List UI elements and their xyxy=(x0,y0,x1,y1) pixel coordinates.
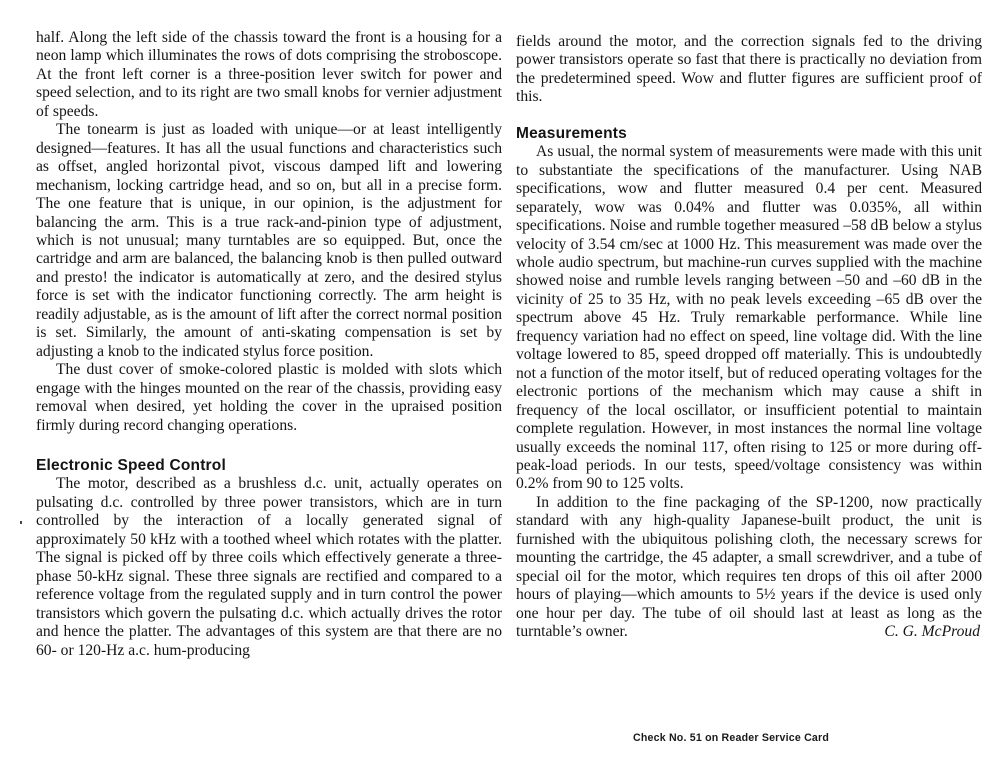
left-column xyxy=(36,29,502,660)
heading-electronic-speed-control: Electronic Speed Control xyxy=(36,456,226,474)
paragraph-motor-continued: fields around the motor, and the correction signals fed to the driving power transistors operate so fast that there is practically no deviation from the predetermined speed. Wow and flutter figures are sufficient proof of this. xyxy=(516,33,982,106)
paragraph-chassis-front: half. Along the left side of the chassis toward the front is a housing for a neon lamp which illuminates the rows of dots comprising the stroboscope. At the front left corner is a three-position lever switch for power and speed selection, and to its right are two small knobs for vernier adjustment of speeds. xyxy=(36,29,502,120)
reader-service-card-note: Check No. 51 on Reader Service Card xyxy=(633,732,830,744)
accessories-text: In addition to the fine packaging of the SP-1200, now practically standard with any high-quality Japanese-built product, the unit is furnished with the ubiquitous polishing cloth, the necessary screws for mounting the cartridge, the 45 adapter, a small screwdriver, and a tube of special oil for the motor, which requires ten drops of this oil after 2000 hours of playing—which amounts to 5½ years if the device is used only one hour per day. The tube of oil should last at least as long as the turntable’s owner. xyxy=(516,493,982,641)
right-column xyxy=(516,33,982,642)
print-speck xyxy=(20,521,22,524)
paragraph-measurements: As usual, the normal system of measurements were made with this unit to substantiate the specifications of the manufacturer. Using NAB specifications, wow and flutter measured 0.4 per cent. Measured separately, wow was 0.04% and flutter was 0.035%, all within specifications. Noise and rumble together measured –58 dB below a stylus velocity of 3.54 cm/sec at 1000 Hz. This measurement was made over the whole audio spectrum, but machine-run curves supplied with the machine showed noise and rumble levels ranging between –50 and –60 dB in the vicinity of 25 to 35 Hz, with no peak levels exceeding –65 dB over the spectrum above 45 Hz. Truly remarkable performance. While line frequency variation had no effect on speed, line voltage did. With the line voltage lowered to 85, speed dropped off materially. This is undoubtedly not a function of the motor itself, but of reduced operating voltages for the electronic portions of the mechanism which may cause a shift in frequency of the local oscillator, or insufficient potential to maintain complete regulation. However, in most instances the normal line voltage usually exceeds the nominal 117, often rising to 125 or more during off-peak-load periods. In our tests, speed/voltage consistency was within 0.2% from 90 to 125 volts. xyxy=(516,143,982,493)
author-signature: C. G. McProud xyxy=(884,623,980,641)
paragraph-dust-cover: The dust cover of smoke-colored plastic is molded with slots which engage with the hinges mounted on the rear of the chassis, providing easy removal when desired, yet holding the cover in the upraised position firmly during record changing operations. xyxy=(36,361,502,434)
paragraph-motor: The motor, described as a brushless d.c. unit, actually operates on pulsating d.c. controlled by three power transistors, which are in turn controlled by the interaction of a locally generated signal of approximately 50 kHz with a toothed wheel which rotates with the platter. The signal is picked off by three coils which effectively generate a three-phase 50-kHz signal. These three signals are rectified and compared to a reference voltage from the regulated supply and in turn control the power transistors which govern the pulsating d.c. which actually drives the rotor and hence the platter. The advantages of this system are that there are no 60- or 120-Hz a.c. hum-producing xyxy=(36,475,502,659)
paragraph-tonearm: The tonearm is just as loaded with unique—or at least intelligently designed—features. It has all the usual functions and characteristics such as offset, angled horizontal pivot, viscous damped lift and lowering mechanism, locking cartridge head, and so on, but all in a precise form. The one feature that is unique, in our opinion, is the adjustment for balancing the arm. This is a true rack-and-pinion type of adjustment, which is not unusual; many turntables are so equipped. But, once the cartridge and arm are balanced, the balancing knob is then pulled outward and presto! the indicator is automatically at zero, and the desired stylus force is set with the indicator functioning correctly. The arm height is readily adjustable, as is the amount of lift after the correct normal position is set. Similarly, the amount of anti-skating compensation is set by adjusting a knob to the indicated stylus force position. xyxy=(36,121,502,360)
heading-measurements: Measurements xyxy=(516,124,627,142)
paragraph-accessories xyxy=(516,494,982,642)
